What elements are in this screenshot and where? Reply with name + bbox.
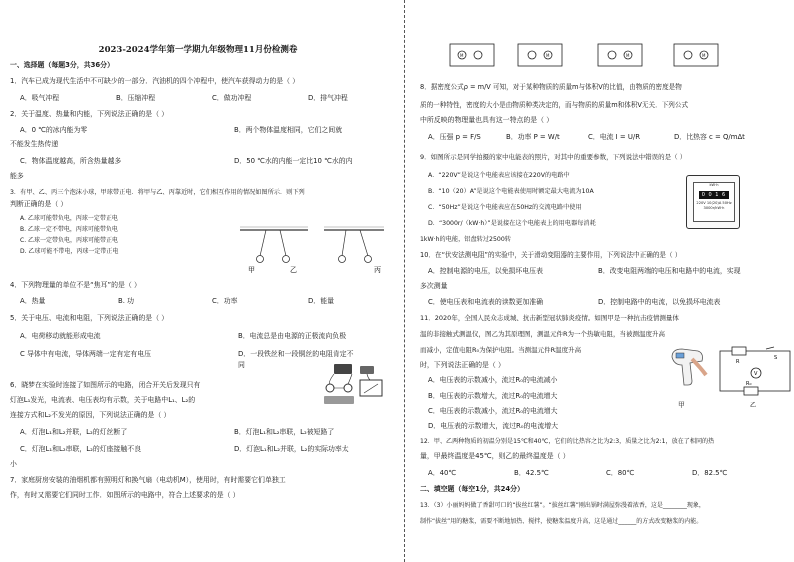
q10-option-d: D．控制电路中的电流，以免损坏电流表: [598, 298, 721, 306]
q3-option-d: D. 乙球可能不带电，丙球一定带正电: [20, 248, 119, 255]
svg-text:M: M: [546, 53, 550, 58]
q5-option-d: D．一段铁丝和一段铜丝的电阻肯定不: [238, 350, 354, 358]
svg-text:M: M: [626, 53, 630, 58]
q11-option-b: B．电压表的示数增大，流过R₀的电流增大: [428, 392, 558, 400]
q1-stem: 1．汽车已成为现代生活中不可缺少的一部分．汽油机的四个冲程中，使汽车获得动力的是（ ）: [10, 77, 300, 85]
q8-option-c: C．电流 I = U/R: [588, 133, 641, 141]
q11-option-c: C．电压表的示数减小，流过R₀的电流增大: [428, 407, 558, 415]
charged-balls-figure: [236, 226, 386, 276]
q13-line-2: 制作“拔丝”用的糖浆，需要不断地加热、搅拌，使糖浆温度升高，这是通过______的方式改变糖浆的内能。: [420, 518, 703, 525]
q8-stem-2: 质的一种特性，密度的大小是由物质种类决定的，而与物质的质量m和体积V无关．下列公式: [420, 101, 689, 109]
label-R: R: [736, 359, 740, 365]
exam-title: 2023-2024学年第一学期九年级物理11月份检测卷: [98, 45, 298, 55]
q1-option-a: A．吸气冲程: [20, 94, 60, 102]
q11-option-d: D．电压表的示数增大，流过R₀的电流增大: [428, 422, 558, 430]
meter-reading: 0 0 1 6: [699, 191, 729, 199]
thermometer-circuit-diagram: [716, 345, 794, 411]
q6-option-a: A．灯泡L₁和L₂并联，L₂的灯丝断了: [20, 428, 128, 436]
q8-stem: 8．据密度公式ρ = m/V 可知，对于某种物质的质量m与体积V的比值，由物质的密度是物: [420, 83, 682, 91]
circuit-apparatus-figure: [320, 360, 386, 406]
q4-option-a: A．热量: [20, 297, 46, 305]
q12-stem-2: 量，甲最终温度是45℃，则乙的最终温度是（ ）: [420, 452, 570, 460]
q11-stem-2: 温的非接触式测温仪，图乙为其原理图，测温元件R为一个热敏电阻，当被测温度升高: [420, 330, 666, 338]
q3-option-a: A. 乙球可能带负电，丙球一定带正电: [20, 215, 118, 222]
q4-option-b: B. 功: [118, 297, 134, 305]
q12-option-c: C．80℃: [606, 469, 635, 477]
q2-option-c: C．物体温度越高，所含热量越多: [20, 157, 122, 165]
q8-option-d: D．比热容 c = Q/mΔt: [674, 133, 745, 141]
q2-option-a: A．0 ℃的冰内能为零: [20, 126, 88, 134]
q8-stem-3: 中所反映的物理量也具有这一特点的是（ ）: [420, 116, 554, 124]
q10-option-b-cont: 多次测量: [420, 282, 448, 290]
label-S: S: [774, 355, 778, 361]
q6-option-b: B．灯泡L₁和L₂串联，L₂被短路了: [234, 428, 335, 436]
q10-option-b: B．改变电阻两端的电压和电路中的电流，实现: [598, 267, 741, 275]
q1-option-b: B．压缩冲程: [116, 94, 156, 102]
column-divider: [404, 0, 405, 562]
thermometer-gun-photo: [668, 345, 708, 387]
q2-stem: 2．关于温度、热量和内能，下列说法正确的是（ ）: [10, 110, 169, 118]
q12-option-b: B．42.5℃: [514, 469, 549, 477]
q9-option-d-cont: 1kW·h的电能，铝盘转过2500转: [420, 236, 511, 243]
label-R0: R₀: [746, 381, 752, 387]
label-jia: 甲: [248, 266, 255, 274]
meter-spec-1: 220V 10(20)A 50Hz: [696, 201, 732, 205]
q4-option-c: C．功率: [212, 297, 238, 305]
left-column: [8, 0, 388, 562]
svg-text:V: V: [754, 371, 758, 377]
q12-stem: 12．甲、乙两种物质的初温分别是15℃和40℃，它们的比热容之比为2:3，质量之比为2:1，放在了相同的热: [420, 438, 715, 445]
q7-circuit-figures: [448, 40, 748, 70]
q5-option-a: A．电荷移动就能形成电流: [20, 332, 101, 340]
q11-stem-3: 而减小，定值电阻R₀为保护电阻。当测温元件R温度升高: [420, 346, 582, 354]
q12-option-d: D．82.5℃: [692, 469, 728, 477]
q5-option-b: B．电流总是由电源的正极流向负极: [238, 332, 347, 340]
q5-option-c: C 导体中有电流，导体两端一定有定有电压: [20, 350, 152, 358]
q11-stem-4: 时，下列说法正确的是（ ）: [420, 361, 505, 369]
q2-option-b: B．两个物体温度相同，它们之间就: [234, 126, 343, 134]
q7-stem: 7．家庭厨房安装的油烟机都有照明灯和换气扇（电动机M），使用时，有时需要它们单独工: [10, 476, 286, 484]
q6-option-d: D．灯泡L₁和L₂并联，L₂的实际功率太: [234, 445, 349, 453]
q4-stem: 4．下列物理量的单位不是“焦耳”的是（ ）: [10, 281, 141, 289]
label-bing: 丙: [374, 266, 381, 274]
q8-option-b: B．功率 P = W/t: [506, 133, 560, 141]
q2-option-b-cont: 不能发生热传递: [10, 140, 59, 148]
q3-stem: 3．有甲、乙、丙三个泡沫小球，甲球带正电．将甲与乙、丙靠近时，它们相互作用的情况如图所示．则下列: [10, 189, 305, 196]
meter-face: [693, 182, 735, 222]
q9-stem: 9．如图所示是同学拍摄的家中电能表的照片，对其中的重要参数，下列说法中错误的是（ ）: [420, 153, 687, 161]
q9-option-b: B．“10（20）A”是说这个电能表使用时额定最大电流为10A: [428, 188, 594, 195]
q6-option-d-cont: 小: [10, 460, 17, 468]
q13-line-1: 13．（3）小丽妈妈做了香甜可口的“拔丝红薯”。“拔丝红薯”刚出锅时满屋弥漫着浓香，这是________现象，: [420, 502, 705, 509]
q1-option-c: C．做功冲程: [212, 94, 252, 102]
section-fill-heading: 二、填空题（每空1分，共24分）: [420, 485, 524, 493]
q7-stem-2: 作，有时又需要它们同时工作．如图所示的电路中，符合上述要求的是（ ）: [10, 491, 240, 499]
svg-text:M: M: [702, 53, 706, 58]
label-jia-fig: 甲: [678, 401, 685, 409]
q10-stem: 10．在“伏安法测电阻”的实验中，关于滑动变阻器的主要作用，下列说法中正确的是（ ）: [420, 251, 682, 259]
q10-option-a: A．控制电源的电压，以免损坏电压表: [428, 267, 543, 275]
q4-option-d: D．能量: [308, 297, 334, 305]
meter-unit: kW·h: [709, 183, 719, 187]
right-column: [418, 0, 794, 562]
q5-stem: 5．关于电压、电流和电阻，下列说法正确的是（ ）: [10, 314, 169, 322]
q3-option-c: C. 乙球一定带负电，丙球可能带正电: [20, 237, 119, 244]
q6-stem-2: 灯泡L₁发光，电流表、电压表均有示数，关于电路中L₁、L₂的: [10, 396, 196, 404]
q5-option-d-cont: 同: [238, 361, 245, 369]
q6-option-c: C．灯泡L₁和L₂串联，L₂的灯座接触不良: [20, 445, 142, 453]
q3-option-b: B. 乙球一定不带电，丙球可能带负电: [20, 226, 118, 233]
q6-stem: 6．晓梦在实验时连接了如图所示的电路，闭合开关后发现只有: [10, 381, 201, 389]
section-choice-heading: 一、选择题（每题3分，共36分）: [10, 61, 114, 69]
q3-stem-cont: 判断正确的是（ ）: [10, 200, 68, 208]
q1-option-d: D．排气冲程: [308, 94, 348, 102]
q8-option-a: A．压强 p = F/S: [428, 133, 481, 141]
electric-meter-photo: [686, 175, 740, 229]
q9-option-c: C．“50Hz”是说这个电能表应在50Hz的交流电路中使用: [428, 204, 582, 211]
q2-option-d-cont: 能多: [10, 172, 24, 180]
meter-spec-2: 3000r/kW·h: [703, 206, 725, 210]
q9-option-a: A．“220V”是说这个电能表应该接在220V的电路中: [428, 172, 570, 179]
label-yi-fig: 乙: [750, 402, 757, 409]
label-yi: 乙: [290, 266, 297, 274]
q2-option-d: D．50 ℃水的内能一定比10 ℃水的内: [234, 157, 353, 165]
q9-option-d: D．“3000r/（kW·h）”是说接在这个电能表上的用电器每消耗: [428, 220, 596, 227]
svg-text:M: M: [460, 53, 464, 58]
q12-option-a: A．40℃: [428, 469, 457, 477]
q11-option-a: A．电压表的示数减小，流过R₀的电流减小: [428, 376, 558, 384]
q11-stem: 11．2020年，全国人民众志成城、抗击新型冠状肺炎疫情。如图甲是一种抗击疫情测量体: [420, 314, 679, 322]
q10-option-c: C．使电压表和电流表的读数更加准确: [428, 298, 544, 306]
q6-stem-3: 连接方式和L₂不发光的原因，下列说法正确的是（ ）: [10, 411, 171, 419]
